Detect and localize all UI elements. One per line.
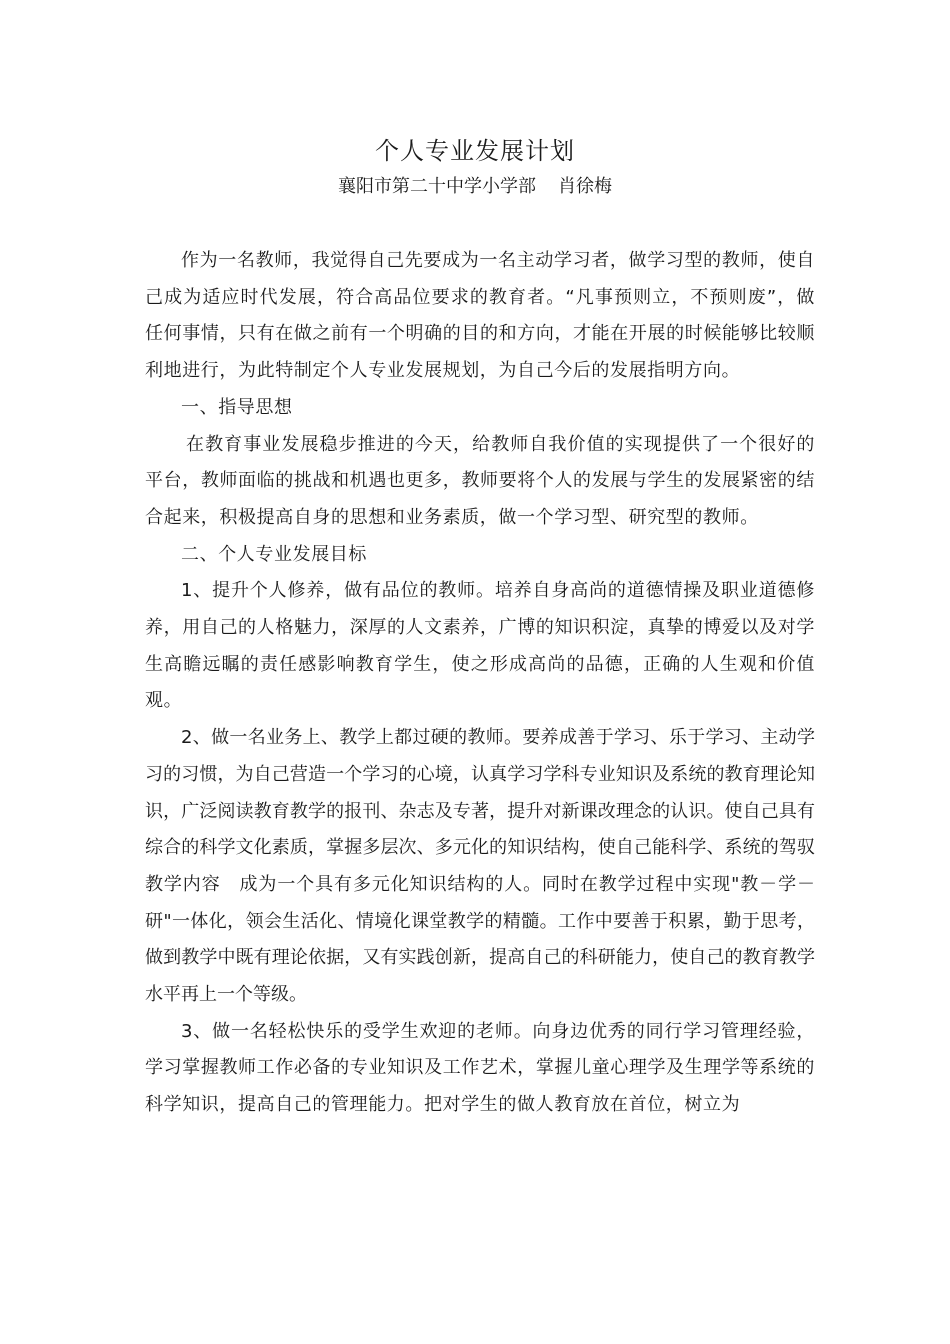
author-name: 肖徐梅 xyxy=(558,176,612,197)
goal-3-paragraph: 3、做一名轻松快乐的受学生欢迎的老师。向身边优秀的同行学习管理经验，学习掌握教师工作必备的专业知识及工作艺术，掌握儿童心理学及生理学等系统的科学知识，提高自己的管理能力。把对学生的做人教育放在首位，树立为 xyxy=(145,1020,815,1116)
document-body xyxy=(145,243,815,1124)
guiding-ideology-paragraph: 在教育事业发展稳步推进的今天，给教师自我价值的实现提供了一个很好的平台，教师面临的挑战和机遇也更多，教师要将个人的发展与学生的发展紧密的结合起来，积极提高自身的思想和业务素质，做一个学习型、研究型的教师。 xyxy=(145,433,815,528)
intro-paragraph: 作为一名教师，我觉得自己先要成为一名主动学习者，做学习型的教师，使自己成为适应时代发展，符合高品位要求的教育者。“凡事预则立，不预则废”，做任何事情，只有在做之前有一个明确的目的和方向，才能在开展的时候能够比较顺利地进行，为此特制定个人专业发展规划，为自己今后的发展指明方向。 xyxy=(145,250,815,382)
document-byline xyxy=(0,173,950,201)
author-school: 襄阳市第二十中学小学部 xyxy=(338,176,536,197)
goal-2-paragraph: 2、做一名业务上、教学上都过硬的教师。要养成善于学习、乐于学习、主动学习的习惯，为自己营造一个学习的心境，认真学习学科专业知识及系统的教育理论知识，广泛阅读教育教学的报刊、杂志及专著，提升对新课改理念的认识。使自己具有综合的科学文化素质，掌握多层次、多元化的知识结构，使自己能科学、系统的驾驭教学内容 成为一个具有多元化知识结构的人。同时在教学过程中实现"教－学－研"一体化，领会生活化、情境化课堂教学的精髓。工作中要善于积累，勤于思考，做到教学中既有理论依据，又有实践创新，提高自己的科研能力，使自己的教育教学水平再上一个等级。 xyxy=(145,727,815,1006)
section-heading-development-goals: 二、个人专业发展目标 xyxy=(181,543,367,565)
goal-1-paragraph: 1、提升个人修养，做有品位的教师。培养自身高尚的道德情操及职业道德修养，用自己的人格魅力，深厚的人文素养，广博的知识积淀，真挚的博爱以及对学生高瞻远瞩的责任感影响教育学生，使之形成高尚的品德，正确的人生观和价值观。 xyxy=(145,580,815,712)
section-heading-guiding-ideology: 一、指导思想 xyxy=(181,396,293,418)
document-title: 个人专业发展计划 xyxy=(375,137,575,165)
